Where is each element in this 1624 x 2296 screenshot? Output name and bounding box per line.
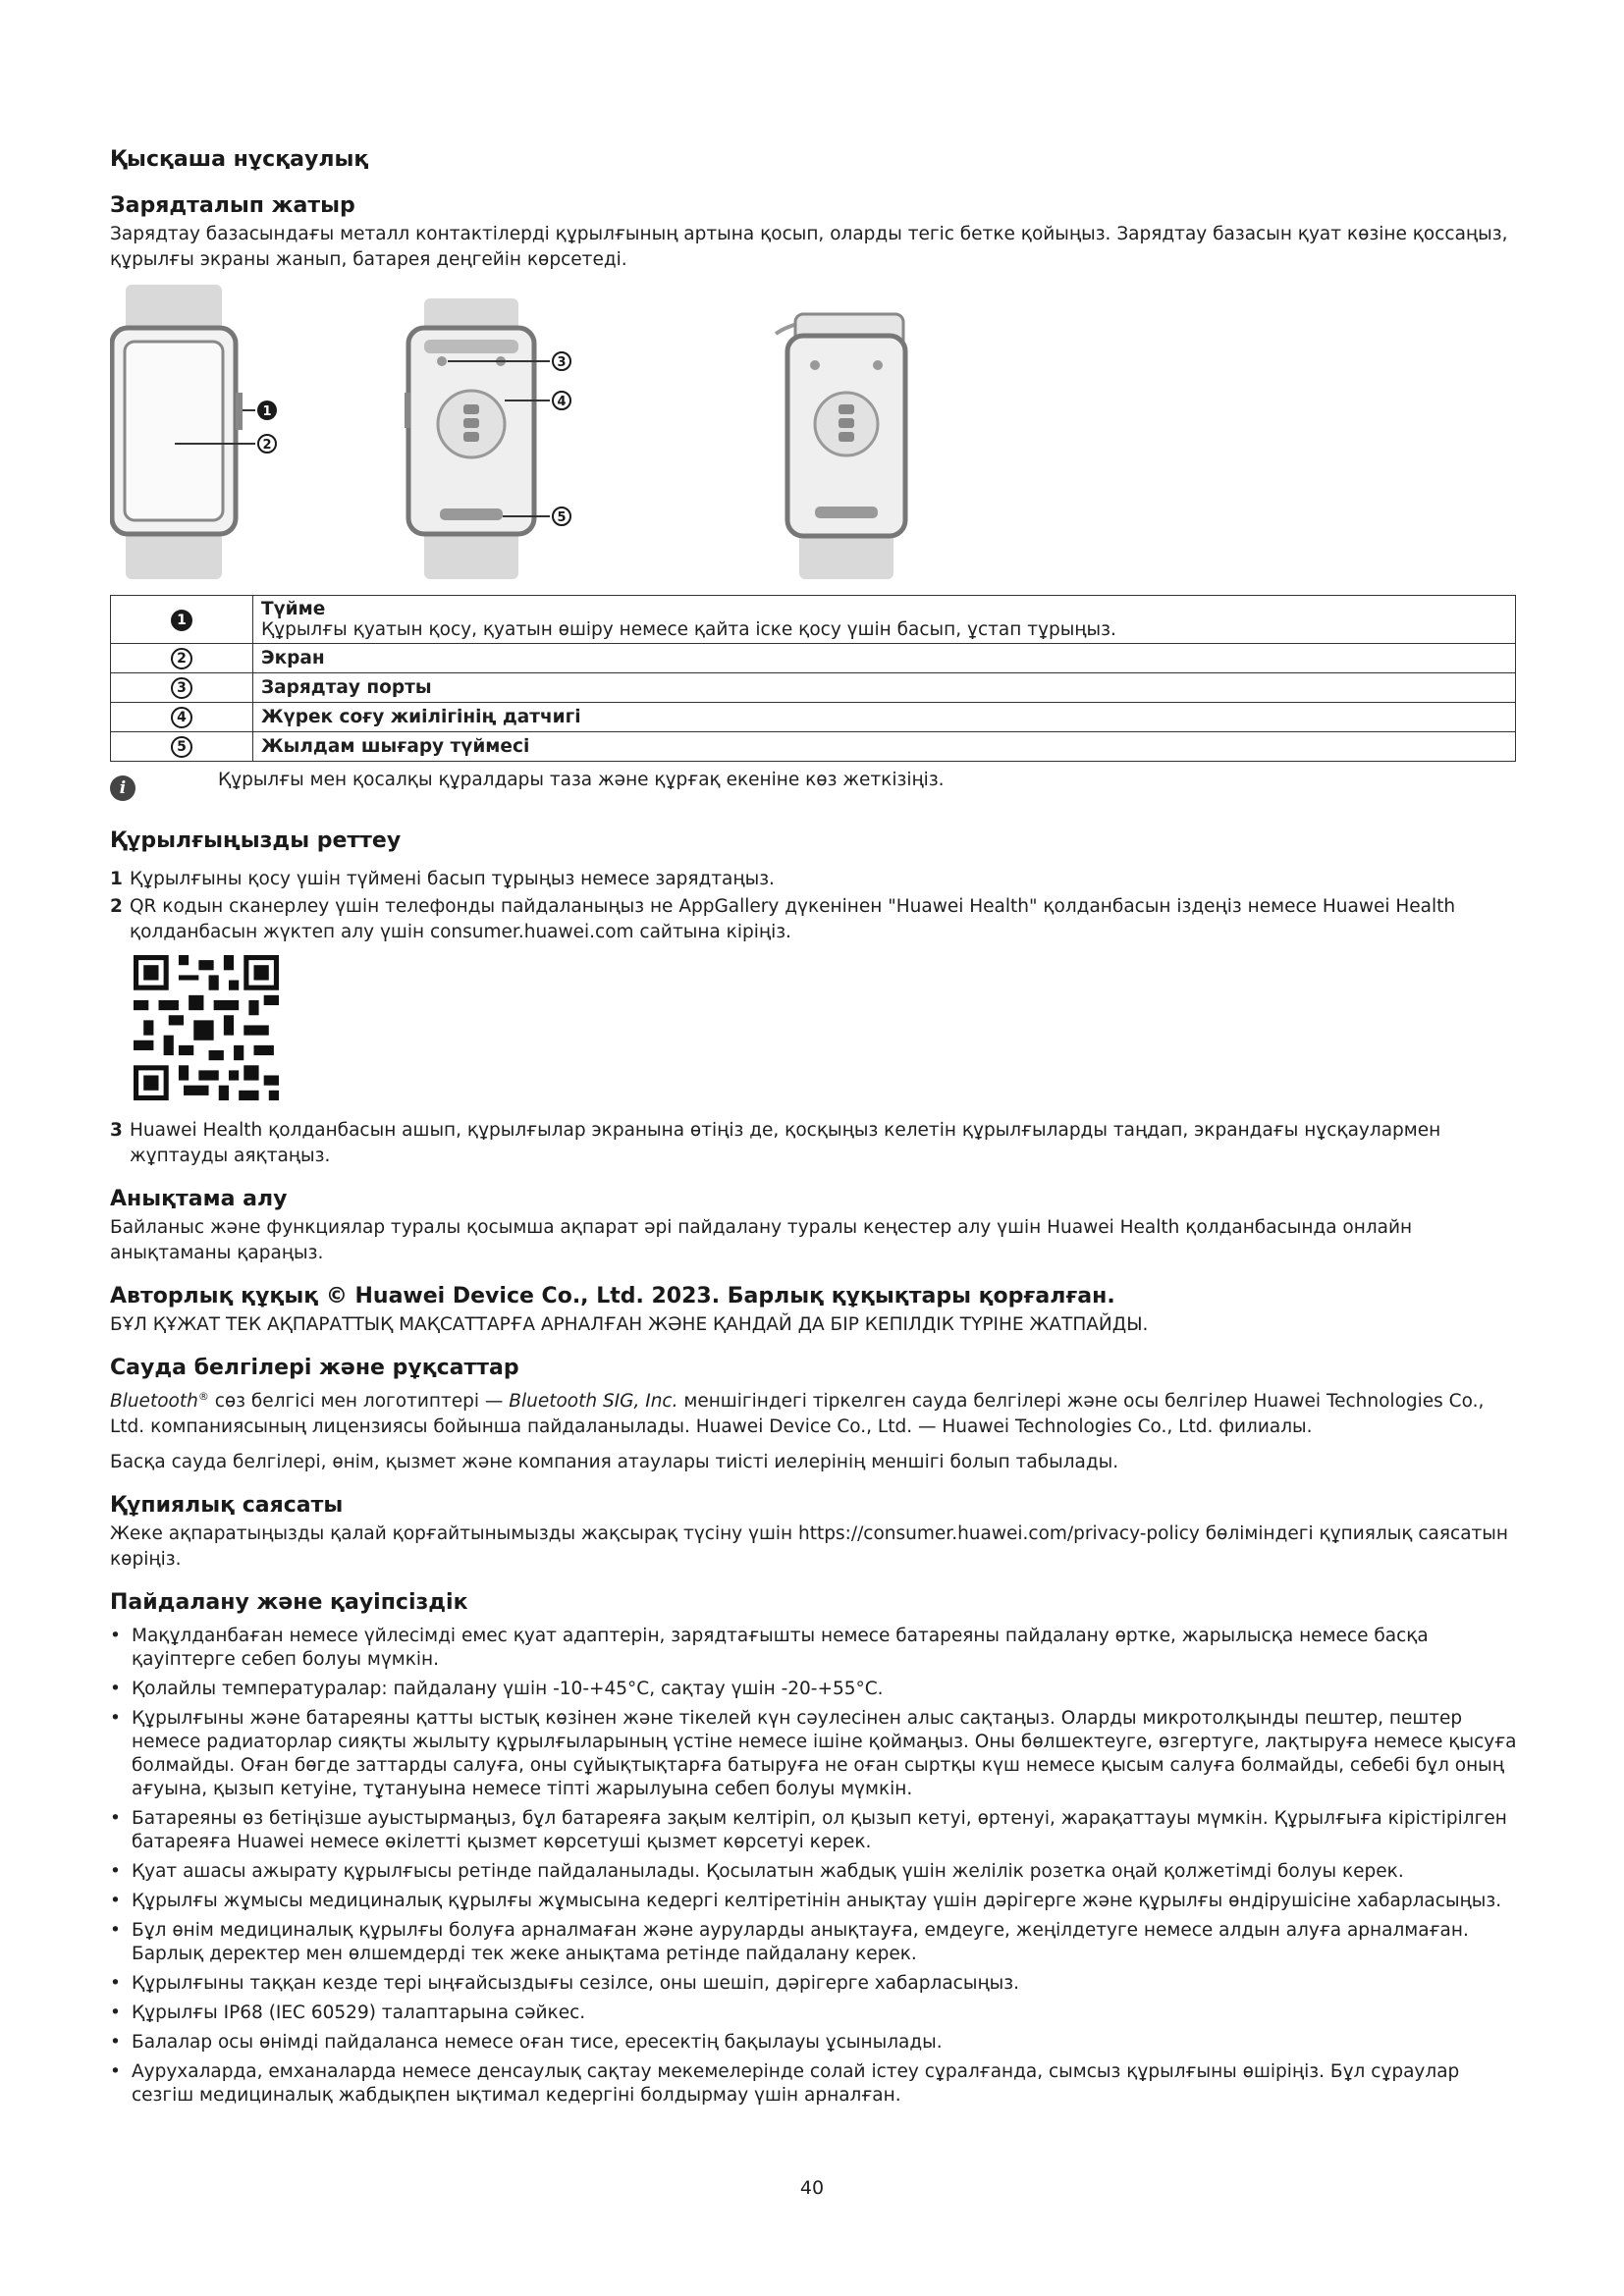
trademarks-heading: Сауда белгілері және рұқсаттар: [110, 1356, 519, 1380]
list-item: 3 Huawei Health қолданбасын ашып, құрылғылар экранына өтіңіз де, қосқыңыз келетін құрылғыларды таңдап, экрандағы нұсқаулармен жұптауды аяқтаңыз.: [110, 1120, 1441, 1166]
copyright-heading: Авторлық құқық © Huawei Device Co., Ltd. 2023. Барлық құқықтары қорғалған.: [110, 1284, 1115, 1308]
list-item: • Мақұлданбаған немесе үйлесімді емес қуат адаптерін, зарядтағышты немесе батареяны пайдалану өртке, жарылысқа немесе басқа қауіптерге себеп болуы мүмкін.: [110, 1626, 1429, 1671]
callout-badge: 4: [171, 707, 192, 728]
list-item: • Құрылғы жұмысы медициналық құрылғы жұмысына кедергі келтіретінін анықтау үшін дәрігерге және құрылғы өндірушісіне хабарласыңыз.: [110, 1891, 1502, 1912]
svg-text:1: 1: [262, 404, 272, 419]
parts-legend-table: [110, 595, 1516, 762]
page-number: 40: [799, 2177, 825, 2199]
table-row: [111, 703, 1516, 732]
list-item: • Құрылғыны және батареяны қатты ыстық көзінен және тікелей күн сәулесінен алыс сақтаңыз. Оларды микротолқынды пештер, пештер немесе радиаторлар сияқты жылыту құрылғыларының үстіне немесе ішіне қоймаңыз. Оны бөлшектеуге, өзгертуге, лақтыруға немесе қысуға болмайды. Оған бөгде заттарды салуға, оны сұйықтықтарға батыруға не оған сыртқы күш немесе қысым салуға болмайды, себебі бұл оның ағуына, қызып кетуіне, тұтануына немесе тіпті жарылуына себеп болуы мүмкін.: [110, 1708, 1517, 1800]
trademarks-text: Bluetooth® сөз белгісі мен логотиптері — Bluetooth SIG, Inc. меншігіндегі тіркелген сауда белгілері және осы белгілер Huawei Technologies Co., Ltd. компаниясының лицензиясы бойынша пайдаланылады. Huawei Device Co., Ltd. — Huawei Technologies Co., Ltd. филиалы.: [110, 1390, 1485, 1438]
list-item: 2 QR кодын сканерлеу үшін телефонды пайдаланыңыз не AppGallery дүкенінен "Huawei Health" қолданбасын іздеңіз немесе Huawei Health қолданбасын жүктеп алу үшін consumer.huawei.com сайтына кіріңіз.: [110, 896, 1456, 942]
table-row: [111, 644, 1516, 673]
part-name: Жүрек соғу жиілігінің датчигі: [253, 703, 1516, 732]
setup-heading: Құрылғыңызды реттеу: [110, 828, 402, 853]
manual-page: [110, 147, 1524, 2113]
list-item: • Құрылғыны таққан кезде тері ыңғайсыздығы сезілсе, оны шешіп, дәрігерге хабарласыңыз.: [110, 1973, 1019, 1995]
setup-steps: [110, 867, 1524, 945]
callout-badge: 5: [171, 736, 192, 758]
part-description: Құрылғы қуатын қосу, қуатын өшіру немесе қайта іске қосу үшін басып, ұстап тұрыңыз.: [261, 619, 1116, 640]
privacy-heading: Құпиялық саясаты: [110, 1493, 344, 1519]
page-title: Қысқаша нұсқаулық: [110, 147, 369, 172]
callout-badge: 2: [171, 648, 192, 669]
list-item: • Балалар осы өнімді пайдаланса немесе оған тисе, ересектің бақылауы ұсынылады.: [110, 2032, 943, 2054]
qr-code: [134, 955, 279, 1100]
callout-badge: 1: [171, 610, 192, 631]
trademarks-text-2: Басқа сауда белгілері, өнім, қызмет және компания атаулары тиісті иелерінің меншігі болып табылады.: [110, 1452, 1119, 1473]
setup-steps-continued: [110, 1118, 1524, 1169]
list-item: • Батареяны өз бетіңізше ауыстырмаңыз, бұл батареяға зақым келтіріп, ол қызып кетуі, өртенуі, жарақаттауы мүмкін. Құрылғыға кірістірілген батареяға Huawei немесе өкілетті қызмет көрсетуші қызмет көрсетуі керек.: [110, 1808, 1507, 1853]
svg-text:5: 5: [557, 510, 567, 525]
list-item: • Қуат ашасы ажырату құрылғысы ретінде пайдаланылады. Қосылатын жабдық үшін желілік розетка оңай қолжетімді болуы керек.: [110, 1861, 1404, 1883]
svg-text:4: 4: [557, 395, 567, 409]
list-item: • Аурухаларда, емханаларда немесе денсаулық сақтау мекемелерінде солай істеу сұралғанда, сымсыз құрылғыны өшіріңіз. Бұл сұраулар сезгіш медициналық жабдықпен ықтимал кедергіні болдырмау үшін арналған.: [110, 2061, 1460, 2107]
part-name: Жылдам шығару түймесі: [253, 732, 1516, 762]
svg-text:3: 3: [557, 355, 567, 370]
table-row: [111, 596, 1516, 644]
reference-text: Байланыс және функциялар туралы қосымша ақпарат әрі пайдалану туралы кеңестер алу үшін Huawei Health қолданбасында онлайн анықтаманы қараңыз.: [110, 1217, 1413, 1263]
back-view-illustration: [405, 285, 660, 579]
part-name: Экран: [253, 644, 1516, 673]
copyright-text: БҰЛ ҚҰЖАТ ТЕК АҚПАРАТТЫҚ МАҚСАТТАРҒА АРНАЛҒАН ЖӘНЕ ҚАНДАЙ ДА БІР КЕПІЛДІК ТҮРІНЕ ЖАТПАЙДЫ.: [110, 1314, 1149, 1335]
privacy-text: Жеке ақпаратыңызды қалай қорғайтынымызды жақсырақ түсіну үшін https://consumer.huawei.com/privacy-policy бөліміндегі құпиялық саясатын көріңіз.: [110, 1523, 1509, 1571]
device-figures: [110, 285, 1524, 579]
safety-list: [110, 1625, 1524, 2108]
part-name: Түйме: [261, 599, 326, 619]
charging-heading: Зарядталып жатыр: [110, 193, 355, 218]
note-text: Құрылғы мен қосалқы құралдары таза және құрғақ екеніне көз жеткізіңіз.: [218, 770, 945, 790]
table-row: [111, 732, 1516, 762]
list-item: 1 Құрылғыны қосу үшін түймені басып тұрыңыз немесе зарядтаңыз.: [110, 869, 775, 889]
reference-heading: Анықтама алу: [110, 1187, 288, 1211]
callout-badge: 3: [171, 677, 192, 699]
table-row: [111, 673, 1516, 703]
charging-text: Зарядтау базасындағы металл контактілерді құрылғының артына қосып, оларды тегіс бетке қойыңыз. Зарядтау базасын қуат көзіне қоссаңыз, құрылғы экраны жанып, батарея деңгейін көрсетеді.: [110, 224, 1508, 270]
part-name: Зарядтау порты: [253, 673, 1516, 703]
list-item: • Бұл өнім медициналық құрылғы болуға арналмаған және ауруларды анықтауға, емдеуге, жеңілдетуге немесе алдын алуға арналмаған. Барлық деректер мен өлшемдерді тек жеке анықтама ретінде пайдалану керек.: [110, 1920, 1469, 1965]
info-icon: i: [110, 775, 135, 801]
list-item: • Қолайлы температуралар: пайдалану үшін -10-+45°C, сақтау үшін -20-+55°C.: [110, 1679, 884, 1700]
svg-text:2: 2: [262, 438, 272, 453]
safety-heading: Пайдалану және қауіпсіздік: [110, 1590, 468, 1616]
info-note: [110, 770, 1524, 801]
charging-view-illustration: [766, 285, 1021, 579]
front-view-illustration: [110, 285, 346, 579]
list-item: • Құрылғы IP68 (IEC 60529) талаптарына сәйкес.: [110, 2002, 586, 2024]
